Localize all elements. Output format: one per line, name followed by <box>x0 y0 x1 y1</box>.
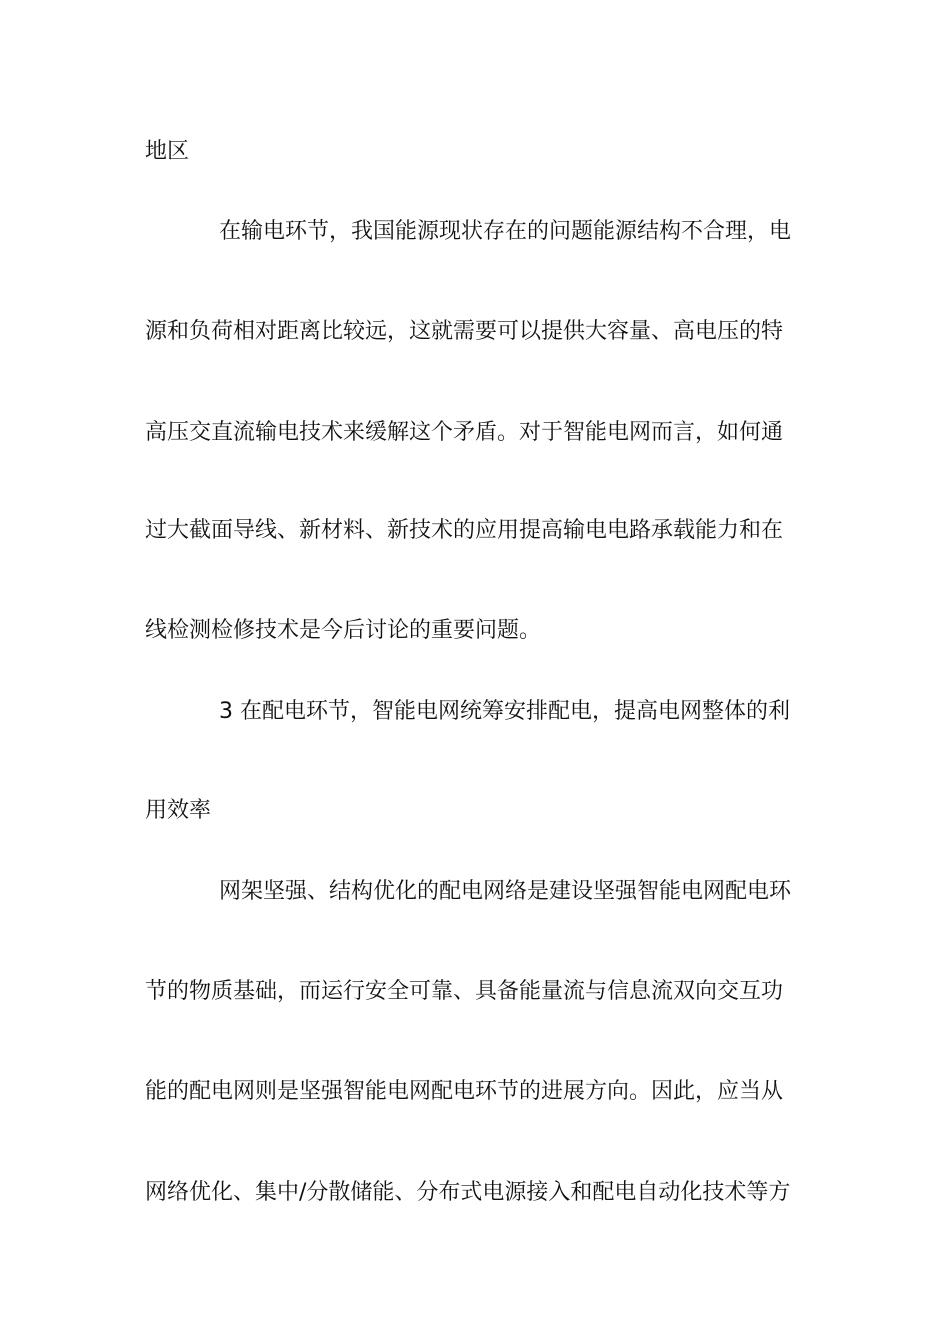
text-line: 网络优化、集中/分散储能、分布式电源接入和配电自动化技术等方 <box>145 1180 791 1205</box>
section-heading-line: 3 在配电环节，智能电网统筹安排配电，提高电网整体的利 <box>219 699 790 724</box>
text-line: 过大截面导线、新材料、新技术的应用提高输电电路承载能力和在 <box>145 518 784 543</box>
paragraph-first-line: 在输电环节，我国能源现状存在的问题能源结构不合理，电 <box>219 219 792 244</box>
text-line: 线检测检修技术是今后讨论的重要问题。 <box>145 618 542 643</box>
text-line: 源和负荷相对距离比较远，这就需要可以提供大容量、高电压的特 <box>145 319 784 344</box>
text-line: 地区 <box>145 139 190 164</box>
paragraph-first-line: 网架坚强、结构优化的配电网络是建设坚强智能电网配电环 <box>219 879 792 904</box>
text-line: 节的物质基础，而运行安全可靠、具备能量流与信息流双向交互功 <box>145 979 784 1004</box>
text-line: 能的配电网则是坚强智能电网配电环节的进展方向。因此，应当从 <box>145 1079 784 1104</box>
section-heading-line: 用效率 <box>145 798 212 823</box>
text-line: 高压交直流输电技术来缓解这个矛盾。对于智能电网而言，如何通 <box>145 420 784 445</box>
